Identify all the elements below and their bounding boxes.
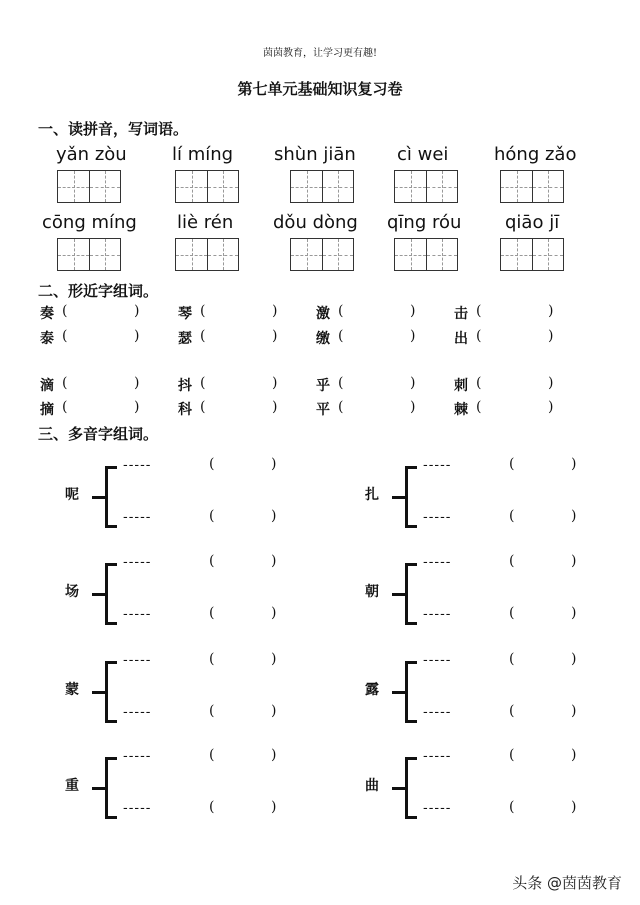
writing-grid[interactable] (175, 238, 239, 271)
answer-close-paren: ) (571, 605, 577, 621)
pinyin-blank[interactable]: ----- (123, 749, 152, 764)
answer-close-paren: ) (272, 399, 278, 415)
bracket-bottom-arm (105, 525, 117, 528)
answer-close-paren: ) (410, 399, 416, 415)
bracket-top-arm (405, 661, 417, 664)
similar-char: 刺 (454, 378, 468, 394)
bracket-bottom-arm (105, 816, 117, 819)
similar-char: 击 (454, 306, 468, 322)
word-answer-field[interactable] (221, 651, 269, 669)
word-answer-field[interactable] (488, 328, 546, 346)
answer-open-paren: ( (509, 747, 515, 763)
word-answer-field[interactable] (212, 375, 270, 393)
word-answer-field[interactable] (212, 399, 270, 417)
word-answer-field[interactable] (221, 553, 269, 571)
answer-open-paren: ( (209, 605, 215, 621)
answer-open-paren: ( (209, 508, 215, 524)
pinyin-label: cì wei (397, 144, 449, 165)
word-answer-field[interactable] (74, 399, 132, 417)
similar-char: 抖 (178, 378, 192, 394)
similar-char: 泰 (40, 331, 54, 347)
word-answer-field[interactable] (221, 605, 269, 623)
answer-close-paren: ) (571, 747, 577, 763)
bracket-line (105, 757, 108, 819)
bracket-bottom-arm (105, 622, 117, 625)
answer-close-paren: ) (548, 328, 554, 344)
answer-close-paren: ) (571, 799, 577, 815)
pinyin-label: yǎn zòu (56, 144, 127, 165)
answer-close-paren: ) (271, 605, 277, 621)
writing-grid[interactable] (290, 170, 354, 203)
answer-open-paren: ( (200, 328, 206, 344)
bracket-stub (392, 691, 405, 694)
answer-close-paren: ) (410, 375, 416, 391)
similar-char: 棘 (454, 402, 468, 418)
writing-grid[interactable] (500, 238, 564, 271)
answer-open-paren: ( (476, 328, 482, 344)
answer-open-paren: ( (209, 651, 215, 667)
word-answer-field[interactable] (212, 328, 270, 346)
similar-char: 出 (454, 331, 468, 347)
answer-open-paren: ( (476, 375, 482, 391)
pinyin-label: qīng róu (387, 212, 462, 233)
pinyin-blank[interactable]: ----- (423, 458, 452, 473)
word-answer-field[interactable] (221, 508, 269, 526)
similar-char: 科 (178, 402, 192, 418)
word-answer-field[interactable] (74, 303, 132, 321)
pinyin-blank[interactable]: ----- (423, 653, 452, 668)
answer-open-paren: ( (476, 303, 482, 319)
word-answer-field[interactable] (521, 799, 569, 817)
pinyin-blank[interactable]: ----- (123, 510, 152, 525)
bracket-bottom-arm (105, 720, 117, 723)
word-answer-field[interactable] (350, 375, 408, 393)
word-answer-field[interactable] (488, 399, 546, 417)
answer-close-paren: ) (271, 508, 277, 524)
answer-open-paren: ( (509, 508, 515, 524)
polyphonic-char: 蒙 (65, 682, 79, 698)
answer-open-paren: ( (338, 328, 344, 344)
answer-close-paren: ) (134, 399, 140, 415)
header-note: 茵茵教育，让学习更有趣! (262, 48, 378, 59)
writing-grid[interactable] (57, 170, 121, 203)
writing-grid[interactable] (290, 238, 354, 271)
pinyin-blank[interactable]: ----- (423, 607, 452, 622)
writing-grid[interactable] (500, 170, 564, 203)
bracket-line (405, 757, 408, 819)
writing-grid[interactable] (57, 238, 121, 271)
section-2-heading: 二、形近字组词。 (38, 282, 159, 300)
bracket-top-arm (405, 563, 417, 566)
similar-char: 乎 (316, 378, 330, 394)
similar-char: 瑟 (178, 331, 192, 347)
word-answer-field[interactable] (350, 328, 408, 346)
answer-open-paren: ( (338, 375, 344, 391)
answer-close-paren: ) (410, 303, 416, 319)
answer-close-paren: ) (134, 303, 140, 319)
answer-open-paren: ( (200, 399, 206, 415)
pinyin-blank[interactable]: ----- (423, 801, 452, 816)
pinyin-label: cōng míng (42, 212, 137, 233)
pinyin-blank[interactable]: ----- (123, 555, 152, 570)
answer-open-paren: ( (209, 747, 215, 763)
answer-close-paren: ) (271, 703, 277, 719)
bracket-bottom-arm (405, 816, 417, 819)
bracket-stub (392, 593, 405, 596)
answer-open-paren: ( (509, 456, 515, 472)
word-answer-field[interactable] (521, 605, 569, 623)
similar-char: 缴 (316, 331, 330, 347)
pinyin-label: hóng zǎo (494, 144, 577, 165)
pinyin-blank[interactable]: ----- (123, 607, 152, 622)
word-answer-field[interactable] (221, 799, 269, 817)
word-answer-field[interactable] (488, 303, 546, 321)
answer-close-paren: ) (271, 456, 277, 472)
word-answer-field[interactable] (350, 303, 408, 321)
bracket-bottom-arm (405, 622, 417, 625)
similar-char: 琴 (178, 306, 192, 322)
pinyin-label: liè rén (177, 212, 234, 233)
word-answer-field[interactable] (221, 703, 269, 721)
word-answer-field[interactable] (521, 553, 569, 571)
word-answer-field[interactable] (521, 703, 569, 721)
answer-open-paren: ( (62, 375, 68, 391)
answer-close-paren: ) (410, 328, 416, 344)
pinyin-blank[interactable]: ----- (123, 705, 152, 720)
bracket-top-arm (405, 466, 417, 469)
answer-close-paren: ) (271, 747, 277, 763)
writing-grid[interactable] (175, 170, 239, 203)
bracket-top-arm (105, 466, 117, 469)
pinyin-blank[interactable]: ----- (423, 510, 452, 525)
writing-grid[interactable] (394, 170, 458, 203)
page-title: 第七单元基础知识复习卷 (237, 80, 403, 98)
answer-close-paren: ) (134, 328, 140, 344)
answer-close-paren: ) (272, 375, 278, 391)
bracket-stub (92, 691, 105, 694)
pinyin-blank[interactable]: ----- (423, 749, 452, 764)
bracket-line (105, 466, 108, 528)
word-answer-field[interactable] (350, 399, 408, 417)
answer-open-paren: ( (62, 399, 68, 415)
word-answer-field[interactable] (74, 328, 132, 346)
bracket-bottom-arm (405, 525, 417, 528)
answer-open-paren: ( (338, 399, 344, 415)
watermark: 头条 @茵茵教育 (512, 874, 622, 892)
answer-close-paren: ) (134, 375, 140, 391)
bracket-line (105, 661, 108, 723)
answer-open-paren: ( (209, 703, 215, 719)
bracket-line (405, 466, 408, 528)
bracket-top-arm (105, 563, 117, 566)
pinyin-label: shùn jiān (274, 144, 356, 165)
bracket-line (105, 563, 108, 625)
bracket-top-arm (105, 661, 117, 664)
word-answer-field[interactable] (521, 651, 569, 669)
bracket-stub (92, 787, 105, 790)
answer-open-paren: ( (200, 375, 206, 391)
answer-open-paren: ( (200, 303, 206, 319)
answer-close-paren: ) (548, 375, 554, 391)
answer-open-paren: ( (509, 605, 515, 621)
answer-open-paren: ( (209, 553, 215, 569)
word-answer-field[interactable] (521, 456, 569, 474)
similar-char: 奏 (40, 306, 54, 322)
polyphonic-char: 露 (365, 682, 379, 698)
section-1-heading: 一、读拼音，写词语。 (38, 120, 189, 138)
pinyin-label: qiāo jī (505, 212, 560, 233)
pinyin-label: lí míng (172, 144, 234, 165)
polyphonic-char: 重 (65, 778, 79, 794)
answer-open-paren: ( (476, 399, 482, 415)
similar-char: 平 (316, 402, 330, 418)
bracket-bottom-arm (405, 720, 417, 723)
word-answer-field[interactable] (521, 508, 569, 526)
answer-open-paren: ( (338, 303, 344, 319)
bracket-line (405, 563, 408, 625)
answer-close-paren: ) (548, 303, 554, 319)
pinyin-blank[interactable]: ----- (423, 705, 452, 720)
bracket-top-arm (105, 757, 117, 760)
bracket-top-arm (405, 757, 417, 760)
word-answer-field[interactable] (521, 747, 569, 765)
word-answer-field[interactable] (74, 375, 132, 393)
answer-open-paren: ( (509, 651, 515, 667)
pinyin-blank[interactable]: ----- (423, 555, 452, 570)
answer-open-paren: ( (509, 799, 515, 815)
polyphonic-char: 朝 (365, 584, 379, 600)
answer-close-paren: ) (571, 651, 577, 667)
polyphonic-char: 曲 (365, 778, 379, 794)
answer-open-paren: ( (509, 703, 515, 719)
word-answer-field[interactable] (221, 456, 269, 474)
answer-close-paren: ) (271, 651, 277, 667)
section-3-heading: 三、多音字组词。 (38, 425, 159, 443)
bracket-line (405, 661, 408, 723)
answer-close-paren: ) (272, 328, 278, 344)
word-answer-field[interactable] (488, 375, 546, 393)
bracket-stub (392, 496, 405, 499)
similar-char: 滴 (40, 378, 54, 394)
writing-grid[interactable] (394, 238, 458, 271)
answer-close-paren: ) (271, 799, 277, 815)
similar-char: 摘 (40, 402, 54, 418)
answer-close-paren: ) (271, 553, 277, 569)
bracket-stub (92, 496, 105, 499)
answer-close-paren: ) (571, 553, 577, 569)
polyphonic-char: 呢 (65, 487, 79, 503)
answer-close-paren: ) (571, 508, 577, 524)
polyphonic-char: 场 (65, 584, 79, 600)
answer-close-paren: ) (571, 456, 577, 472)
answer-open-paren: ( (209, 456, 215, 472)
answer-close-paren: ) (272, 303, 278, 319)
answer-open-paren: ( (62, 303, 68, 319)
answer-open-paren: ( (509, 553, 515, 569)
answer-close-paren: ) (548, 399, 554, 415)
pinyin-blank[interactable]: ----- (123, 458, 152, 473)
pinyin-blank[interactable]: ----- (123, 801, 152, 816)
pinyin-blank[interactable]: ----- (123, 653, 152, 668)
bracket-stub (392, 787, 405, 790)
bracket-stub (92, 593, 105, 596)
word-answer-field[interactable] (221, 747, 269, 765)
similar-char: 激 (316, 306, 330, 322)
answer-close-paren: ) (571, 703, 577, 719)
polyphonic-char: 扎 (365, 487, 379, 503)
pinyin-label: dǒu dòng (273, 212, 358, 233)
answer-open-paren: ( (62, 328, 68, 344)
word-answer-field[interactable] (212, 303, 270, 321)
answer-open-paren: ( (209, 799, 215, 815)
